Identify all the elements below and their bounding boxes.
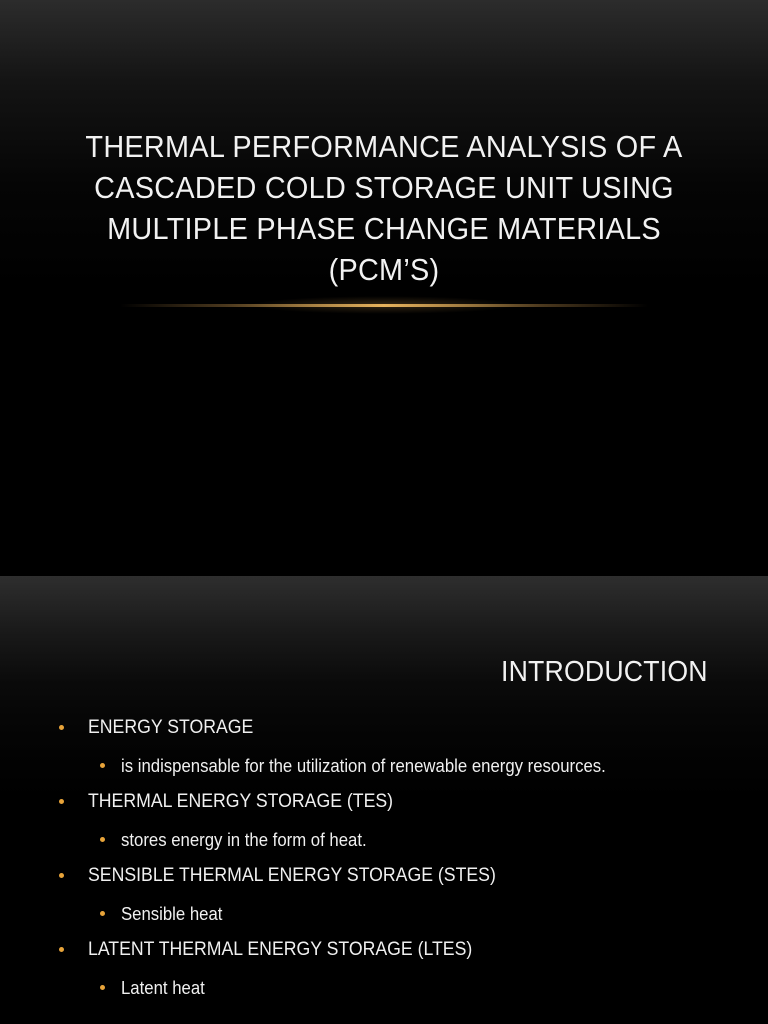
bullet-label: LATENT THERMAL ENERGY STORAGE (LTES) bbox=[88, 939, 473, 960]
bullet-label: ENERGY STORAGE bbox=[88, 717, 254, 738]
sub-bullet-text: Sensible heat bbox=[121, 904, 223, 924]
bullet-label: SENSIBLE THERMAL ENERGY STORAGE (STES) bbox=[88, 865, 496, 886]
bullet-label: THERMAL ENERGY STORAGE (TES) bbox=[88, 791, 394, 812]
sub-bullet-text: Latent heat bbox=[121, 978, 205, 998]
title-underline bbox=[120, 304, 648, 307]
slide-title: THERMAL PERFORMANCE ANALYSIS OF A CASCADED COLD STORAGE UNIT USING MULTIPLE PHASE CHANGE MATERIALS (PCM’S) bbox=[85, 129, 683, 287]
sub-bullet-text: stores energy in the form of heat. bbox=[121, 830, 367, 850]
slide-heading: INTRODUCTION bbox=[501, 656, 708, 688]
introduction-slide bbox=[0, 576, 768, 1024]
sub-bullet-text: is indispensable for the utilization of renewable energy resources. bbox=[121, 756, 606, 776]
